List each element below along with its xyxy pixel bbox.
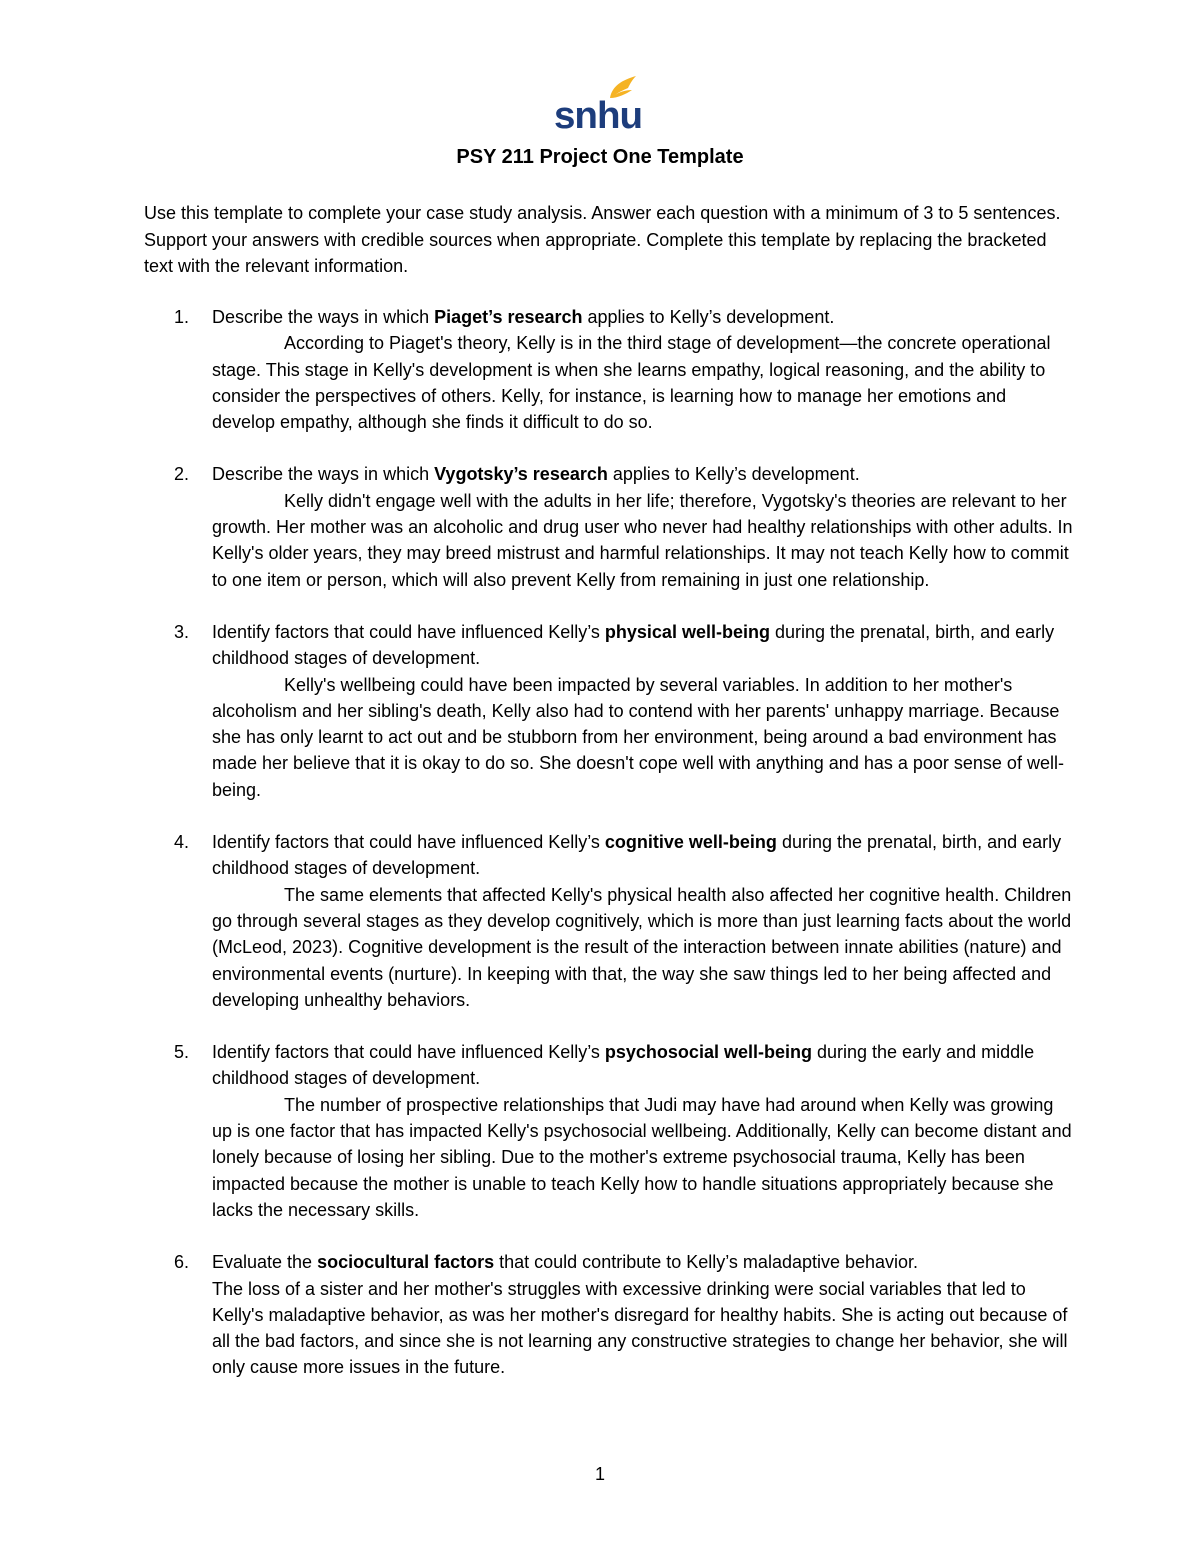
snhu-logo bbox=[552, 72, 644, 132]
question-suffix: during the early and middle childhood stages of development. bbox=[212, 1042, 1035, 1089]
question-keyword: cognitive well-being bbox=[604, 832, 777, 853]
question-keyword: Vygotsky’s research bbox=[434, 464, 608, 485]
page-title: PSY 211 Project One Template bbox=[456, 146, 744, 168]
question-suffix: during the prenatal, birth, and early childhood stages of development. bbox=[212, 621, 1055, 669]
question-number: 4. bbox=[174, 832, 190, 853]
question-text bbox=[212, 619, 1074, 672]
question-prefix: Identify factors that could have influenced Kelly’s bbox=[212, 1042, 605, 1063]
answer-text: Kelly didn't engage well with the adults in her life; therefore, Vygotsky's theories are relevant to her growth. Her mother was an alcoholic and drug user who never had healthy relationships with other adults. In Kelly's older years, they may breed mistrust and harmful relationships. It may not teach Kelly how to commit to one item or person, which will also prevent Kelly from remaining in just one relationship. bbox=[212, 490, 1073, 590]
question-keyword: physical well-being bbox=[604, 621, 770, 642]
answer-text: The same elements that affected Kelly's physical health also affected her cognitive health. Children go through several stages as they develop cognitively, which is more than just learning facts about the world (McLeod, 2023). Cognitive development is the result of the interaction between innate abilities (nature) and environmental events (nurture). In keeping with that, the way she saw things led to her being affected and developing unhealthy behaviors. bbox=[212, 884, 1072, 1010]
question-number: 3. bbox=[174, 621, 190, 642]
question-keyword: psychosocial well-being bbox=[604, 1042, 812, 1063]
question-number: 6. bbox=[174, 1252, 190, 1273]
question-number: 1. bbox=[174, 307, 190, 327]
answer-text: According to Piaget's theory, Kelly is in the third stage of development—the concrete operational stage. This stage in Kelly's development is when she learns empathy, logical reasoning, and the ability to consider the perspectives of others. Kelly, for instance, is learning how to manage her emotions and develop empathy, although she finds it difficult to do so. bbox=[212, 333, 1051, 433]
question-suffix: applies to Kelly’s development. bbox=[607, 464, 860, 485]
svg-text:snhu: snhu bbox=[554, 95, 642, 132]
question-item bbox=[144, 619, 1074, 803]
question-keyword: sociocultural factors bbox=[317, 1252, 495, 1273]
question-text bbox=[212, 1249, 1074, 1275]
answer-text: Kelly's wellbeing could have been impacted by several variables. In addition to her mother's alcoholism and her sibling's death, Kelly also had to contend with her parents' unhappy marriage. Because she has only learnt to act out and be stubborn from her environment, being around a bad environment has made her believe that it is okay to do so. She doesn't cope well with anything and has a poor sense of well-being. bbox=[212, 674, 1064, 800]
question-text bbox=[212, 1039, 1074, 1092]
question-suffix: during the prenatal, birth, and early childhood stages of development. bbox=[212, 832, 1062, 879]
question-text bbox=[212, 304, 1074, 330]
question-suffix: applies to Kelly’s development. bbox=[582, 307, 835, 327]
question-prefix: Describe the ways in which bbox=[212, 307, 435, 327]
instructions bbox=[144, 200, 1064, 280]
question-item bbox=[144, 304, 1074, 435]
question-item bbox=[144, 461, 1074, 592]
question-keyword: Piaget’s research bbox=[434, 307, 583, 327]
question-prefix: Evaluate the bbox=[212, 1252, 318, 1273]
question-prefix: Identify factors that could have influenced Kelly’s bbox=[212, 832, 605, 853]
question-text bbox=[212, 829, 1074, 882]
question-number: 2. bbox=[174, 464, 190, 485]
instructions-text: Use this template to complete your case study analysis. Answer each question with a minimum of 3 to 5 sentences. Support your answers with credible sources when appropriate. Complete this template by replacing the bracketed text with the relevant information. bbox=[144, 203, 1061, 276]
question-text bbox=[212, 461, 1074, 487]
question-prefix: Identify factors that could have influenced Kelly’s bbox=[212, 621, 605, 642]
snhu-logo-graphic bbox=[552, 72, 644, 132]
question-item bbox=[144, 1249, 1074, 1380]
question-suffix: that could contribute to Kelly’s maladaptive behavior. bbox=[494, 1252, 919, 1273]
answer-text: The loss of a sister and her mother's struggles with excessive drinking were social variables that led to Kelly's maladaptive behavior, as was her mother's disregard for healthy habits. She is acting out because of all the bad factors, and since she is not learning any constructive strategies to change her behavior, she will only cause more issues in the future. bbox=[212, 1278, 1068, 1378]
page-number: 1 bbox=[594, 1464, 605, 1484]
answer-text: The number of prospective relationships that Judi may have had around when Kelly was growing up is one factor that has impacted Kelly's psychosocial wellbeing. Additionally, Kelly can become distant and lonely because of losing her sibling. Due to the mother's extreme psychosocial trauma, Kelly has been impacted because the mother is unable to teach Kelly how to handle situations appropriately because she lacks the necessary skills. bbox=[212, 1094, 1072, 1220]
question-list bbox=[144, 304, 1074, 1407]
question-number: 5. bbox=[174, 1042, 190, 1063]
question-item bbox=[144, 1039, 1074, 1223]
question-item bbox=[144, 829, 1074, 1013]
question-prefix: Describe the ways in which bbox=[212, 464, 435, 485]
